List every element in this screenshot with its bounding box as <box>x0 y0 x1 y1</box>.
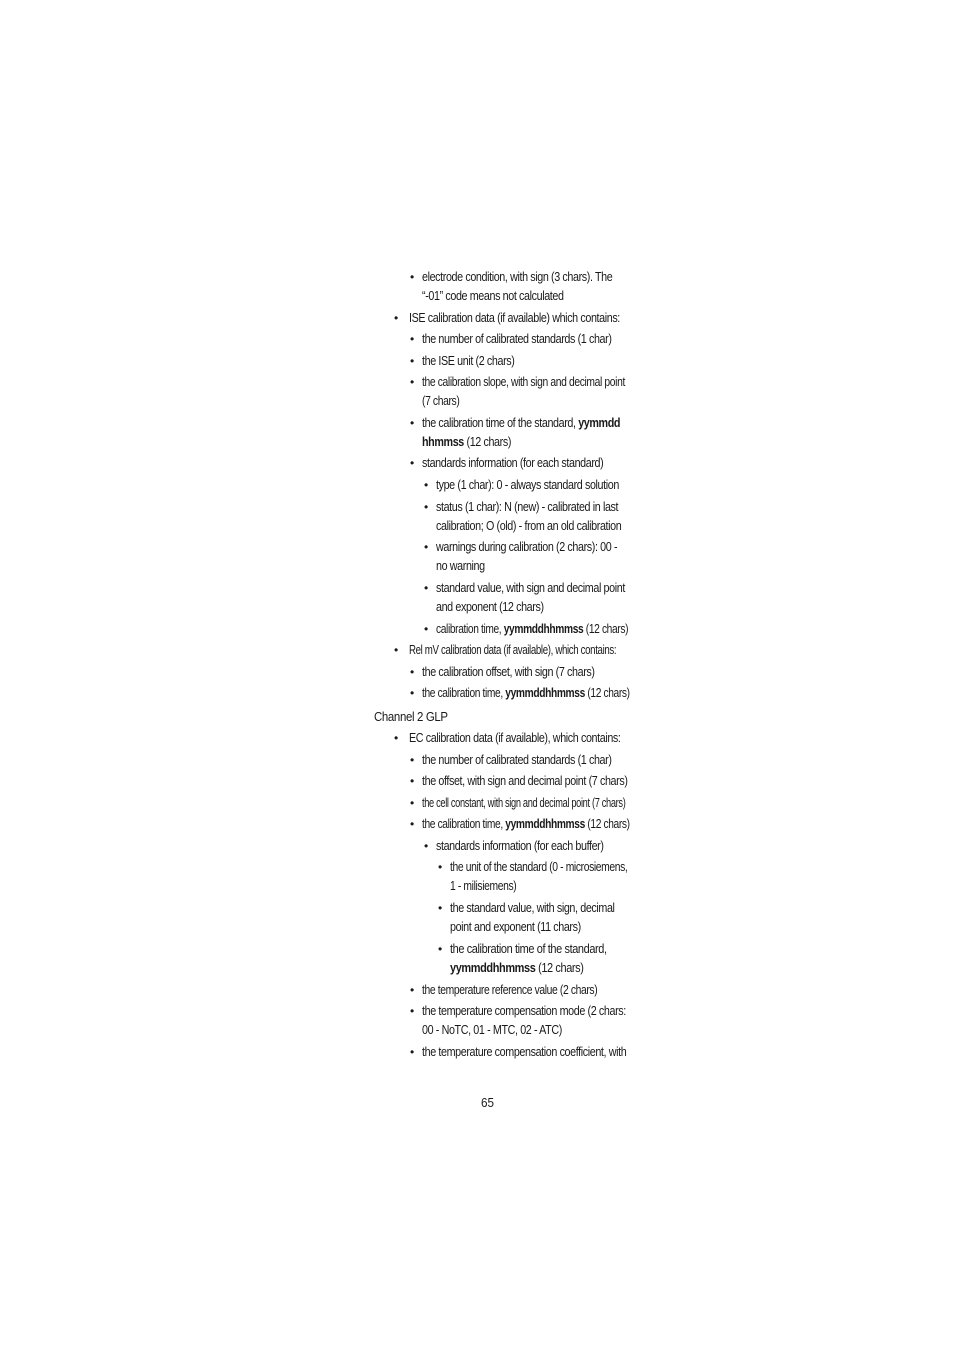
bullet-marker: • <box>438 901 443 915</box>
section-heading-channel-2-glp: Channel 2 GLP <box>374 709 448 724</box>
list-item-text: point and exponent (11 chars) <box>450 920 581 934</box>
list-item-text: “-01” code means not calculated <box>422 289 564 303</box>
list-item-text: standards information (for each standard) <box>422 456 604 470</box>
bullet-marker: • <box>410 686 415 700</box>
list-item-text: the calibration slope, with sign and decimal point <box>422 375 625 389</box>
list-item-text: the calibration time, yymmddhhmmss (12 chars) <box>422 817 630 831</box>
list-item-text: the number of calibrated standards (1 char) <box>422 332 612 346</box>
list-item-text: 00 - NoTC, 01 - MTC, 02 - ATC) <box>422 1023 562 1037</box>
bullet-marker: • <box>410 332 415 346</box>
bullet-marker: • <box>424 478 429 492</box>
bullet-marker: • <box>410 354 415 368</box>
bullet-marker: • <box>424 622 429 636</box>
list-item-text: ISE calibration data (if available) which contains: <box>409 311 620 325</box>
list-item-text: EC calibration data (if available), which contains: <box>409 731 621 745</box>
bullet-marker: • <box>410 796 415 810</box>
list-item-text: standard value, with sign and decimal point <box>436 581 625 595</box>
list-item-text: the cell constant, with sign and decimal point (7 chars) <box>422 796 626 810</box>
bullet-marker: • <box>438 942 443 956</box>
list-item-text: no warning <box>436 559 485 573</box>
bullet-marker: • <box>410 817 415 831</box>
list-item-text: the offset, with sign and decimal point (7 chars) <box>422 774 628 788</box>
bullet-marker: • <box>394 643 399 657</box>
list-item-text: status (1 char): N (new) - calibrated in last <box>436 500 619 514</box>
bullet-marker: • <box>410 753 415 767</box>
bullet-marker: • <box>394 311 399 325</box>
list-item-text: yymmddhhmmss (12 chars) <box>450 961 584 975</box>
bullet-marker: • <box>410 270 415 284</box>
bullet-marker: • <box>410 1045 415 1059</box>
bullet-marker: • <box>424 540 429 554</box>
bullet-marker: • <box>438 860 443 874</box>
list-item-text: the calibration time, yymmddhhmmss (12 chars) <box>422 686 630 700</box>
bullet-marker: • <box>394 731 399 745</box>
list-item-text: the ISE unit (2 chars) <box>422 354 515 368</box>
list-item-text: the calibration time of the standard, <box>450 942 607 956</box>
list-item-text: the temperature compensation mode (2 chars: <box>422 1004 626 1018</box>
bullet-marker: • <box>410 665 415 679</box>
list-item-text: (7 chars) <box>422 394 460 408</box>
list-item-text: hhmmss (12 chars) <box>422 435 512 449</box>
list-item-text: electrode condition, with sign (3 chars). The <box>422 270 613 284</box>
list-item-text: Rel mV calibration data (if available), which contains: <box>409 643 617 657</box>
list-item-text: the unit of the standard (0 - microsiemens, <box>450 860 628 874</box>
list-item-text: the standard value, with sign, decimal <box>450 901 615 915</box>
list-item-text: warnings during calibration (2 chars): 00 - <box>436 540 618 554</box>
bullet-marker: • <box>424 839 429 853</box>
list-item-text: and exponent (12 chars) <box>436 600 544 614</box>
bullet-marker: • <box>410 774 415 788</box>
bullet-marker: • <box>424 581 429 595</box>
bullet-marker: • <box>410 456 415 470</box>
bullet-marker: • <box>410 375 415 389</box>
list-item-text: the calibration offset, with sign (7 chars) <box>422 665 595 679</box>
list-item-text: calibration; O (old) - from an old calibration <box>436 519 622 533</box>
list-item-text: type (1 char): 0 - always standard solution <box>436 478 619 492</box>
bullet-marker: • <box>410 1004 415 1018</box>
list-item-text: 1 - milisiemens) <box>450 879 517 893</box>
list-item-text: calibration time, yymmddhhmmss (12 chars) <box>436 622 629 636</box>
list-item-text: the number of calibrated standards (1 char) <box>422 753 612 767</box>
page-number: 65 <box>481 1095 495 1110</box>
bullet-marker: • <box>424 500 429 514</box>
list-item-text: the calibration time of the standard, yymmdd <box>422 416 621 430</box>
list-item-text: the temperature reference value (2 chars) <box>422 983 598 997</box>
list-item-text: standards information (for each buffer) <box>436 839 604 853</box>
bullet-marker: • <box>410 416 415 430</box>
bullet-marker: • <box>410 983 415 997</box>
list-item-text: the temperature compensation coefficient, with <box>422 1045 627 1059</box>
